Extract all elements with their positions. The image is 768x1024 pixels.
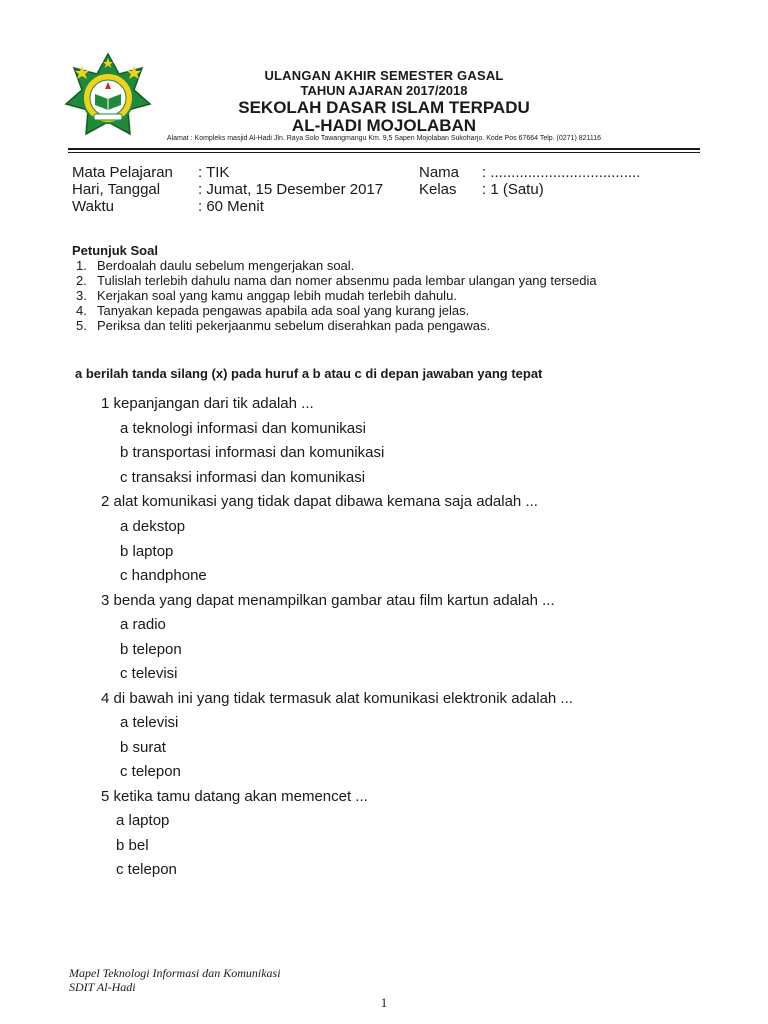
school-name: AL-HADI MOJOLABAN: [291, 116, 477, 135]
question-text: 3 benda yang dapat menampilkan gambar atau film kartun adalah ...: [101, 592, 555, 609]
class-label: Kelas: [419, 181, 457, 198]
header-divider-thin: [68, 152, 700, 153]
instruction-text: Berdoalah daulu sebelum mengerjakan soal.: [97, 258, 355, 273]
name-field[interactable]: : ....................................: [482, 164, 641, 181]
answer-option[interactable]: b bel: [116, 837, 149, 854]
instruction-text: Tulislah terlebih dahulu nama dan nomer absenmu pada lembar ulangan yang tersedia: [97, 273, 597, 288]
instruction-number: 1.: [76, 258, 87, 273]
answer-option[interactable]: c transaksi informasi dan komunikasi: [120, 469, 366, 486]
question-text: 2 alat komunikasi yang tidak dapat dibawa kemana saja adalah ...: [101, 493, 538, 510]
answer-option[interactable]: c handphone: [120, 567, 207, 584]
answer-option[interactable]: a dekstop: [120, 518, 186, 535]
instruction-text: Kerjakan soal yang kamu anggap lebih mudah terlebih dahulu.: [97, 288, 457, 303]
answer-option[interactable]: b transportasi informasi dan komunikasi: [120, 444, 385, 461]
question-text: 4 di bawah ini yang tidak termasuk alat komunikasi elektronik adalah ...: [101, 690, 573, 707]
answer-option[interactable]: b telepon: [120, 641, 182, 658]
instruction-number: 2.: [76, 273, 87, 288]
answer-option[interactable]: b surat: [120, 739, 166, 756]
exam-title: ULANGAN AKHIR SEMESTER GASAL: [264, 68, 504, 83]
answer-option[interactable]: a radio: [120, 616, 166, 633]
name-label: Nama: [419, 164, 460, 181]
school-address: Alamat : Kompleks masjid Al-Hadi Jln. Raya Solo Tawangmangu Km. 9,5 Sapen Mojolaban Sukoharjo. Kode Pos 67664 Telp. (0271) 821116: [166, 135, 602, 142]
class-value: : 1 (Satu): [482, 181, 544, 198]
subject-value: : TIK: [198, 164, 230, 181]
header-divider-thick: [68, 148, 700, 150]
answer-option[interactable]: c telepon: [120, 763, 181, 780]
question-text: 1 kepanjangan dari tik adalah ...: [101, 395, 314, 412]
answer-option[interactable]: a televisi: [120, 714, 179, 731]
question-text: 5 ketika tamu datang akan memencet ...: [101, 788, 368, 805]
answer-option[interactable]: c televisi: [120, 665, 178, 682]
answer-option[interactable]: c telepon: [116, 861, 177, 878]
instruction-number: 4.: [76, 303, 87, 318]
instruction-number: 5.: [76, 318, 87, 333]
answer-option[interactable]: b laptop: [120, 543, 174, 560]
date-label: Hari, Tanggal: [72, 181, 161, 198]
section-a-instruction: a berilah tanda silang (x) pada huruf a b atau c di depan jawaban yang tepat: [75, 366, 543, 381]
answer-option[interactable]: a teknologi informasi dan komunikasi: [120, 420, 366, 437]
instruction-number: 3.: [76, 288, 87, 303]
footer-school: SDIT Al-Hadi: [69, 980, 136, 994]
time-value: : 60 Menit: [198, 198, 264, 215]
instructions-title: Petunjuk Soal: [72, 243, 158, 258]
date-value: : Jumat, 15 Desember 2017: [198, 181, 384, 198]
instruction-text: Periksa dan teliti pekerjaanmu sebelum diserahkan pada pengawas.: [97, 318, 491, 333]
academic-year: TAHUN AJARAN 2017/2018: [300, 83, 468, 98]
answer-option[interactable]: a laptop: [116, 812, 170, 829]
time-label: Waktu: [72, 198, 114, 215]
school-type: SEKOLAH DASAR ISLAM TERPADU: [238, 98, 530, 117]
instruction-text: Tanyakan kepada pengawas apabila ada soal yang kurang jelas.: [97, 303, 470, 318]
page-number: 1: [380, 995, 388, 1010]
footer-subject: Mapel Teknologi Informasi dan Komunikasi: [69, 966, 281, 980]
subject-label: Mata Pelajaran: [72, 164, 173, 181]
